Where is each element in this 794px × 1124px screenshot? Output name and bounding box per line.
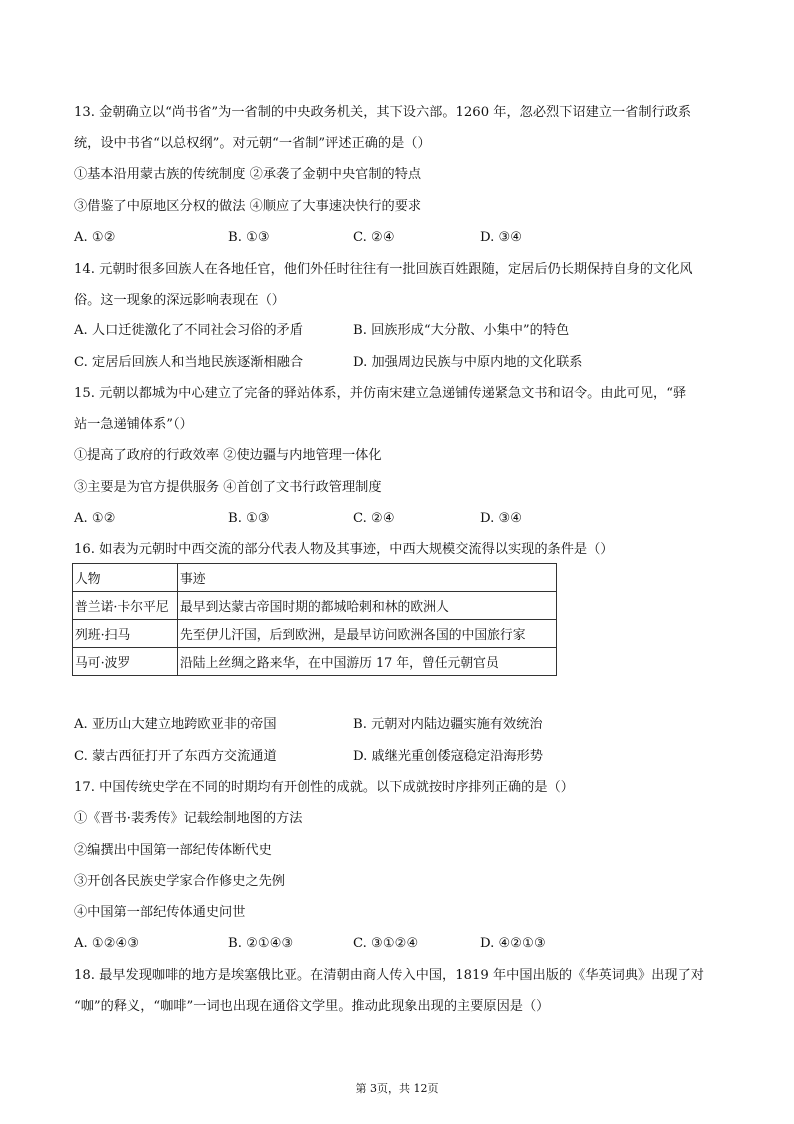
q17-option-d: D. ④②①③ [480,936,546,951]
q13-option-d: D. ③④ [480,230,523,245]
table-header-person: 人物 [73,564,178,592]
q13-items-line2: ③借鉴了中原地区分权的做法 ④顺应了大事速决快行的要求 [74,199,422,214]
q14-stem-line2: 俗。这一现象的深远影响表现在（） [74,293,285,308]
table-cell-person: 列班·扫马 [73,620,178,648]
q17-option-b: B. ②①④③ [228,936,294,951]
table-cell-deeds: 先至伊儿汗国，后到欧洲，是最早访问欧洲各国的中国旅行家 [178,620,557,648]
q18-stem-line1: 18. 最早发现咖啡的地方是埃塞俄比亚。在清朝由商人传入中国，1819 年中国出版的《华英词典》出现了对 [74,968,704,983]
q14-option-d: D. 加强周边民族与中原内地的文化联系 [353,355,583,370]
table-row [73,592,557,620]
q16-table [72,563,557,676]
q17-item-1: ①《晋书·裴秀传》记载绘制地图的方法 [74,811,303,826]
q15-option-d: D. ③④ [480,511,523,526]
q14-option-c: C. 定居后回族人和当地民族逐渐相融合 [74,355,304,370]
q13-stem-line2: 统，设中书省“以总权纲”。对元朝“一省制”评述正确的是（） [74,136,431,151]
q13-option-b: B. ①③ [228,230,270,245]
q15-stem-line1: 15. 元朝以都城为中心建立了完备的驿站体系，并仿南宋建立急递铺传递紧急文书和诏令。由此可见，“驿 [74,386,687,401]
q17-stem: 17. 中国传统史学在不同的时期均有开创性的成就。以下成就按时序排列正确的是（） [74,780,574,795]
q13-option-c: C. ②④ [353,230,395,245]
q13-stem-line1: 13. 金朝确立以“尚书省”为一省制的中央政务机关，其下设六部。1260 年，忽必烈下诏建立一省制行政系 [74,105,692,120]
q16-option-c: C. 蒙古西征打开了东西方交流通道 [74,749,277,764]
q16-option-d: D. 戚继光重创倭寇稳定沿海形势 [353,749,543,764]
table-row [73,648,557,676]
q15-stem-line2: 站一急递铺体系”（） [74,417,193,432]
q17-option-a: A. ①②④③ [74,936,140,951]
table-cell-person: 马可·波罗 [73,648,178,676]
q14-stem-line1: 14. 元朝时很多回族人在各地任官，他们外任时往往有一批回族百姓跟随，定居后仍长期保持自身的文化风 [74,262,693,277]
q16-option-a: A. 亚历山大建立地跨欧亚非的帝国 [74,717,277,732]
q15-option-a: A. ①② [74,511,116,526]
q16-stem: 16. 如表为元朝时中西交流的部分代表人物及其事迹，中西大规模交流得以实现的条件是（） [74,542,614,557]
table-row [73,620,557,648]
q17-item-2: ②编撰出中国第一部纪传体断代史 [74,843,272,858]
q15-option-c: C. ②④ [353,511,395,526]
q14-option-a: A. 人口迁徙激化了不同社会习俗的矛盾 [74,323,303,338]
page-footer: 第 3页，共 12页 [355,1082,439,1095]
q15-items-line2: ③主要是为官方提供服务 ④首创了文书行政管理制度 [74,480,382,495]
q17-item-4: ④中国第一部纪传体通史问世 [74,905,246,920]
table-cell-deeds: 沿陆上丝绸之路来华，在中国游历 17 年，曾任元朝官员 [178,648,557,676]
table-header-deeds: 事迹 [178,564,557,592]
table-cell-person: 普兰诺·卡尔平尼 [73,592,178,620]
q17-option-c: C. ③①②④ [353,936,419,951]
q18-stem-line2: “咖”的释义，“咖啡”一词也出现在通俗文学里。推动此现象出现的主要原因是（） [74,999,550,1014]
q13-option-a: A. ①② [74,230,116,245]
table-cell-deeds: 最早到达蒙古帝国时期的都城哈剌和林的欧洲人 [178,592,557,620]
q15-option-b: B. ①③ [228,511,270,526]
q16-option-b: B. 元朝对内陆边疆实施有效统治 [353,717,543,732]
q15-items-line1: ①提高了政府的行政效率 ②使边疆与内地管理一体化 [74,448,382,463]
q13-items-line1: ①基本沿用蒙古族的传统制度 ②承袭了金朝中央官制的特点 [74,167,422,182]
q17-item-3: ③开创各民族史学家合作修史之先例 [74,874,285,889]
table-header-row [73,564,557,592]
q14-option-b: B. 回族形成“大分散、小集中”的特色 [353,323,570,338]
